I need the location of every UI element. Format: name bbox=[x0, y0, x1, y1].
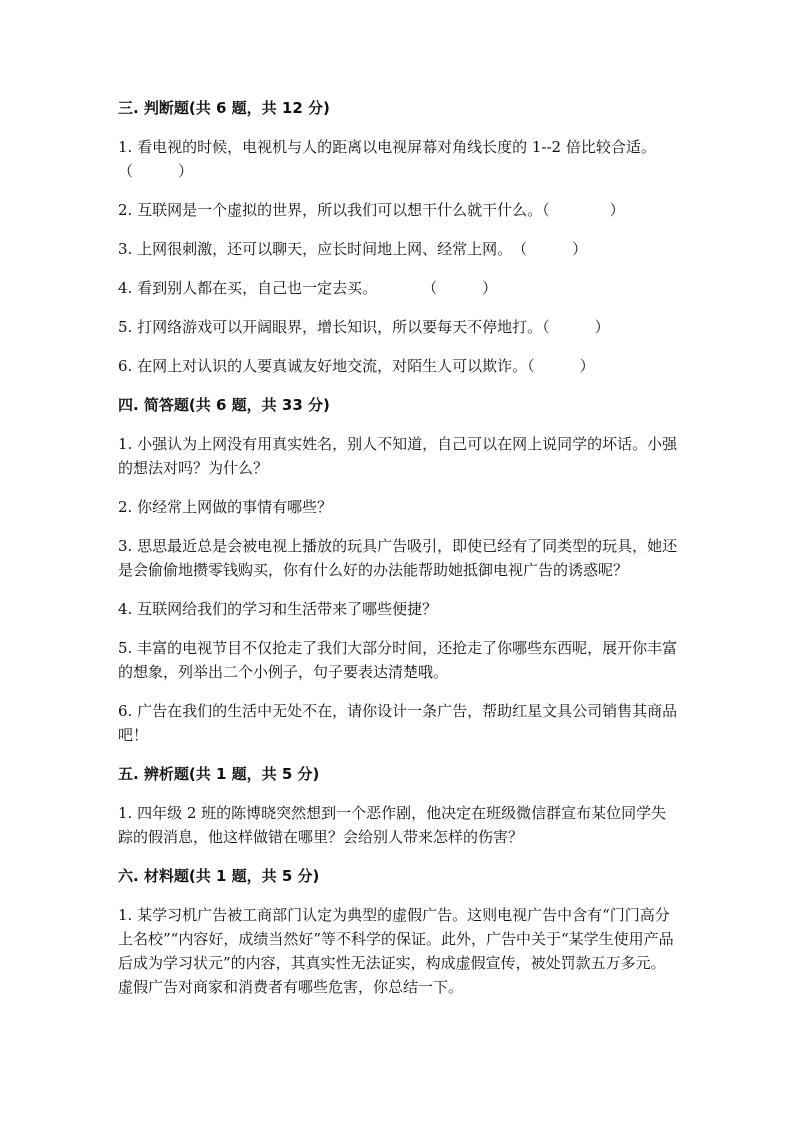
question-3-6: 6. 在网上对认识的人要真诚友好地交流，对陌生人可以欺诈。（ ） bbox=[118, 357, 595, 375]
section-title-judgement: 三. 判断题(共 6 题，共 12 分) bbox=[118, 99, 330, 117]
section-title-material: 六. 材料题(共 1 题，共 5 分) bbox=[118, 867, 320, 885]
question-4-6: 6. 广告在我们的生活中无处不在，请你设计一条广告，帮助红星文具公司销售其商品吧！ bbox=[118, 702, 678, 744]
question-4-1: 1. 小强认为上网没有用真实姓名，别人不知道，自己可以在网上说同学的坏话。小强的想法对吗？为什么？ bbox=[118, 435, 678, 477]
question-4-4: 4. 互联网给我们的学习和生活带来了哪些便捷？ bbox=[118, 600, 438, 618]
section-title-analysis: 五. 辨析题(共 1 题，共 5 分) bbox=[118, 765, 320, 783]
question-3-2: 2. 互联网是一个虚拟的世界，所以我们可以想干什么就干什么。（ ） bbox=[118, 201, 625, 219]
question-3-3: 3. 上网很刺激，还可以聊天，应长时间地上网、经常上网。 （ ） bbox=[118, 240, 588, 258]
question-6-1: 1. 某学习机广告被工商部门认定为典型的虚假广告。这则电视广告中含有“门门高分上名校”“内容好，成绩当然好”等不科学的保证。此外，广告中关于“某学生使用产品后成为学习状元”的内容，其真实性无法证实，构成虚假宣传，被处罚款五万多元。虚假广告对商家和消费者有哪些危害，你总结一下。 bbox=[118, 906, 674, 996]
question-4-2: 2. 你经常上网做的事情有哪些？ bbox=[118, 498, 333, 516]
question-4-3: 3. 思思最近总是会被电视上播放的玩具广告吸引，即使已经有了同类型的玩具，她还是会偷偷地攒零钱购买，你有什么好的办法能帮助她抵御电视广告的诱惑呢？ bbox=[118, 537, 678, 579]
exam-page bbox=[118, 96, 678, 999]
question-5-1: 1. 四年级 2 班的陈博晓突然想到一个恶作剧，他决定在班级微信群宣布某位同学失踪的假消息，他这样做错在哪里？会给别人带来怎样的伤害？ bbox=[118, 804, 667, 846]
question-3-4: 4. 看到别人都在买，自己也一定去买。 （ ） bbox=[118, 279, 498, 297]
question-3-1: 1. 看电视的时候，电视机与人的距离以电视屏幕对角线长度的 1--2 倍比较合适。（ ） bbox=[118, 138, 656, 180]
question-3-5: 5. 打网络游戏可以开阔眼界，增长知识，所以要每天不停地打。（ ） bbox=[118, 318, 610, 336]
section-title-short-answer: 四. 简答题(共 6 题，共 33 分) bbox=[118, 396, 330, 414]
question-4-5: 5. 丰富的电视节目不仅抢走了我们大部分时间，还抢走了你哪些东西呢，展开你丰富的想象，列举出二个小例子，句子要表达清楚哦。 bbox=[118, 639, 678, 681]
